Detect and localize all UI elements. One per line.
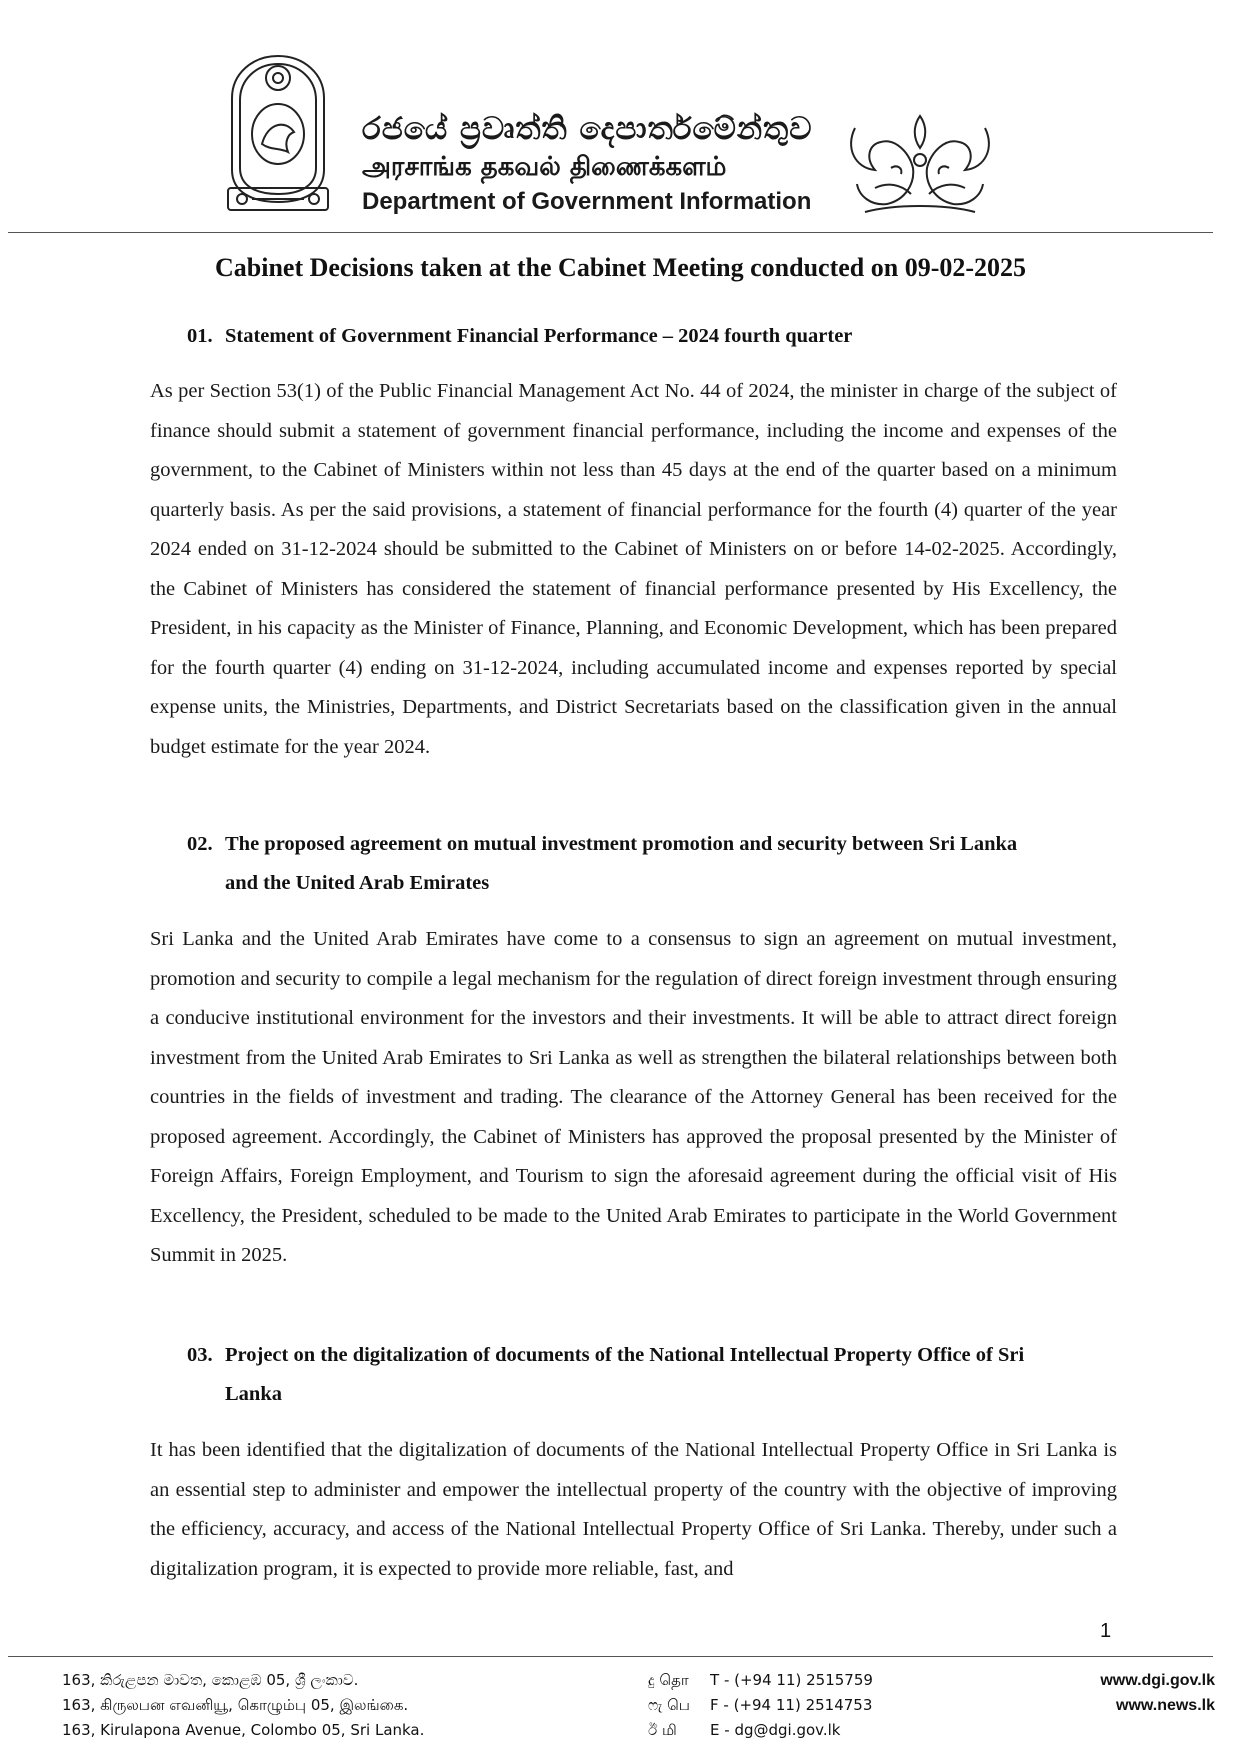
traditional-swan-motif-icon bbox=[835, 108, 1005, 220]
footer-contact bbox=[648, 1668, 873, 1743]
document-title: Cabinet Decisions taken at the Cabinet Meeting conducted on 09-02-2025 bbox=[214, 253, 1027, 282]
address-tamil: 163, கிருலபன எவனியூ, கொழும்பு 05, இலங்கை. bbox=[62, 1696, 409, 1714]
telephone-label: T bbox=[710, 1671, 720, 1689]
fax-glyphs: ෆැ பெ bbox=[648, 1696, 690, 1714]
telephone-glyphs: දු தொ bbox=[648, 1671, 689, 1689]
department-name-english: Department of Government Information bbox=[362, 188, 812, 215]
telephone-line: දු தொ T - (+94 11) 2515759 bbox=[648, 1668, 873, 1693]
section-heading-text-continued: and the United Arab Emirates bbox=[225, 872, 490, 894]
header-divider bbox=[8, 232, 1213, 233]
fax-number: (+94 11) 2514753 bbox=[733, 1696, 873, 1714]
section-heading-text-continued: Lanka bbox=[225, 1383, 282, 1405]
department-name-tamil: அரசாங்க தகவல் திணைக்களம் bbox=[362, 152, 727, 182]
section-heading-01 bbox=[187, 317, 1117, 356]
fax-label: F bbox=[710, 1696, 719, 1714]
sri-lanka-emblem-icon bbox=[222, 52, 334, 218]
address-english: 163, Kirulapona Avenue, Colombo 05, Sri Lanka. bbox=[62, 1721, 425, 1739]
section-heading-text: The proposed agreement on mutual investment promotion and security between Sri Lanka bbox=[225, 833, 1018, 855]
footer-websites bbox=[1050, 1668, 1215, 1718]
department-name-block bbox=[362, 110, 822, 218]
department-name-sinhala: රජයේ ප්‍රවෘත්ති දෙපාර්තමේන්තුව bbox=[362, 111, 813, 147]
section-number: 02. bbox=[187, 833, 213, 855]
section-body-03: It has been identified that the digitalization of documents of the National Intellectual Property Office in Sri Lanka is an essential step to administer and empower the intellectual property of the country with the objective of improving the efficiency, accuracy, and access of the National Intellectual Property Office of Sri Lanka. Thereby, under such a digitalization program, it is expected to provide more reliable, fast, and bbox=[150, 1439, 1117, 1580]
section-body-02: Sri Lanka and the United Arab Emirates have come to a consensus to sign an agreement on mutual investment, promotion and security to compile a legal mechanism for the regulation of direct foreign investment through ensuring a conducive institutional environment for the investors and their investments. It will be able to attract direct foreign investment from the United Arab Emirates to Sri Lanka as well as strengthen the bilateral relationships between both countries in the fields of investment and trading. The clearance of the Attorney General has been received for the proposed agreement. Accordingly, the Cabinet of Ministers has approved the proposal presented by the Minister of Foreign Affairs, Foreign Employment, and Tourism to sign the aforesaid agreement during the official visit of His Excellency, the President, scheduled to be made to the United Arab Emirates to participate in the World Government Summit in 2025. bbox=[150, 928, 1117, 1266]
section-heading-02 bbox=[187, 825, 1117, 903]
email-glyphs: ඊ மி bbox=[648, 1721, 677, 1739]
telephone-number[interactable]: (+94 11) 2515759 bbox=[734, 1671, 873, 1689]
section-heading-03 bbox=[187, 1336, 1117, 1414]
fax-line: ෆැ பெ F - (+94 11) 2514753 bbox=[648, 1693, 873, 1718]
email-line: ඊ மி E - dg@dgi.gov.lk bbox=[648, 1718, 873, 1743]
email-link[interactable]: dg@dgi.gov.lk bbox=[734, 1721, 841, 1739]
page-number: 1 bbox=[1100, 1620, 1112, 1642]
website-link-dgi[interactable]: www.dgi.gov.lk bbox=[1100, 1672, 1215, 1689]
footer-divider bbox=[8, 1656, 1213, 1657]
section-body-01: As per Section 53(1) of the Public Financial Management Act No. 44 of 2024, the minister in charge of the subject of finance should submit a statement of government financial performance, including the income and expenses of the government, to the Cabinet of Ministers within not less than 45 days at the end of the quarter based on a minimum quarterly basis. As per the said provisions, a statement of financial performance for the fourth (4) quarter of the year 2024 ended on 31-12-2024 should be submitted to the Cabinet of Ministers on or before 14-02-2025. Accordingly, the Cabinet of Ministers has considered the statement of financial performance presented by His Excellency, the President, in his capacity as the Minister of Finance, Planning, and Economic Development, which has been prepared for the fourth quarter (4) ending on 31-12-2024, including accumulated income and expenses reported by special expense units, the Ministries, Departments, and District Secretariats based on the classification given in the annual budget estimate for the year 2024. bbox=[150, 380, 1117, 758]
email-label: E bbox=[710, 1721, 720, 1739]
footer-address bbox=[62, 1668, 424, 1743]
section-number: 03. bbox=[187, 1344, 213, 1366]
section-heading-text: Statement of Government Financial Performance – 2024 fourth quarter bbox=[225, 325, 853, 347]
section-number: 01. bbox=[187, 325, 213, 347]
address-sinhala: 163, කිරුළපන මාවත, කොළඹ 05, ශ්‍රී ලංකාව. bbox=[62, 1671, 359, 1689]
website-link-news[interactable]: www.news.lk bbox=[1116, 1697, 1215, 1714]
section-heading-text: Project on the digitalization of documents of the National Intellectual Property Office of Sri bbox=[225, 1344, 1025, 1366]
